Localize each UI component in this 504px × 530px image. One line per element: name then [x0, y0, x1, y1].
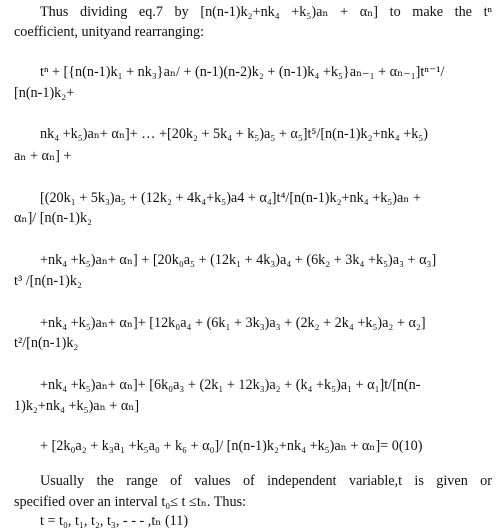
text-line: Usually the range of values of independent variable,t is given or — [40, 473, 492, 489]
equation-line: αₙ]/ [n(n-1)k₂ — [14, 210, 93, 226]
text-line: Thus dividing eq.7 by [n(n-1)k₂+nk₄ +k₅)aₙ + αₙ] to make the tⁿ — [40, 4, 492, 20]
equation-line-10: + [2k₀a₂ + k₃a₁ +k₅a₀ + k₆ + α₀]/ [n(n-1)k₂+nk₄ +k₅)aₙ + αₙ]= 0(10) — [40, 438, 423, 454]
equation-line: +nk₄ +k₅)aₙ+ αₙ] + [20k₀a₅ + (12k₁ + 4k₃)a₄ + (6k₂ + 3k₄ +k₅)a₃ + α₃] — [40, 252, 437, 268]
equation-line: t³ /[n(n-1)k₂ — [14, 273, 82, 289]
equation-line-11: t = t₀, t₁, t₂, t₃, - - - ,tₙ (11) — [40, 513, 189, 529]
equation-line: tⁿ + [{n(n-1)k₁ + nk₃}aₙ/ + (n-1)(n-2)k₂ + (n-1)k₄ +k₅}aₙ₋₁ + αₙ₋₁]tⁿ⁻¹/ — [40, 64, 445, 80]
equation-line: 1)k₂+nk₄ +k₅)aₙ + αₙ] — [14, 398, 140, 414]
equation-line: nk₄ +k₅)aₙ+ αₙ]+ … +[20k₂ + 5k₄ + k₅)a₅ + α₅]t⁵/[n(n-1)k₂+nk₄ +k₅) — [40, 126, 428, 142]
text-line: coefficient, unityand rearranging: — [14, 24, 205, 40]
equation-line: +nk₄ +k₅)aₙ+ αₙ]+ [6k₀a₃ + (2k₁ + 12k₃)a₂ + (k₄ +k₅)a₁ + α₁]t/[n(n- — [40, 377, 421, 393]
equation-line: [n(n-1)k₂+ — [14, 85, 75, 101]
equation-line: t²/[n(n-1)k₂ — [14, 335, 79, 351]
equation-line: aₙ + αₙ] + — [14, 148, 72, 164]
equation-line: +nk₄ +k₅)aₙ+ αₙ]+ [12k₀a₄ + (6k₁ + 3k₃)a₃ + (2k₂ + 2k₄ +k₅)a₂ + α₂] — [40, 315, 426, 331]
equation-line: [(20k₁ + 5k₃)a₅ + (12k₂ + 4k₄+k₅)a4 + α₄]t⁴/[n(n-1)k₂+nk₄ +k₅)aₙ + — [40, 190, 421, 206]
text-line: specified over an interval t₀≤ t ≤tₙ. Thus: — [14, 494, 247, 510]
